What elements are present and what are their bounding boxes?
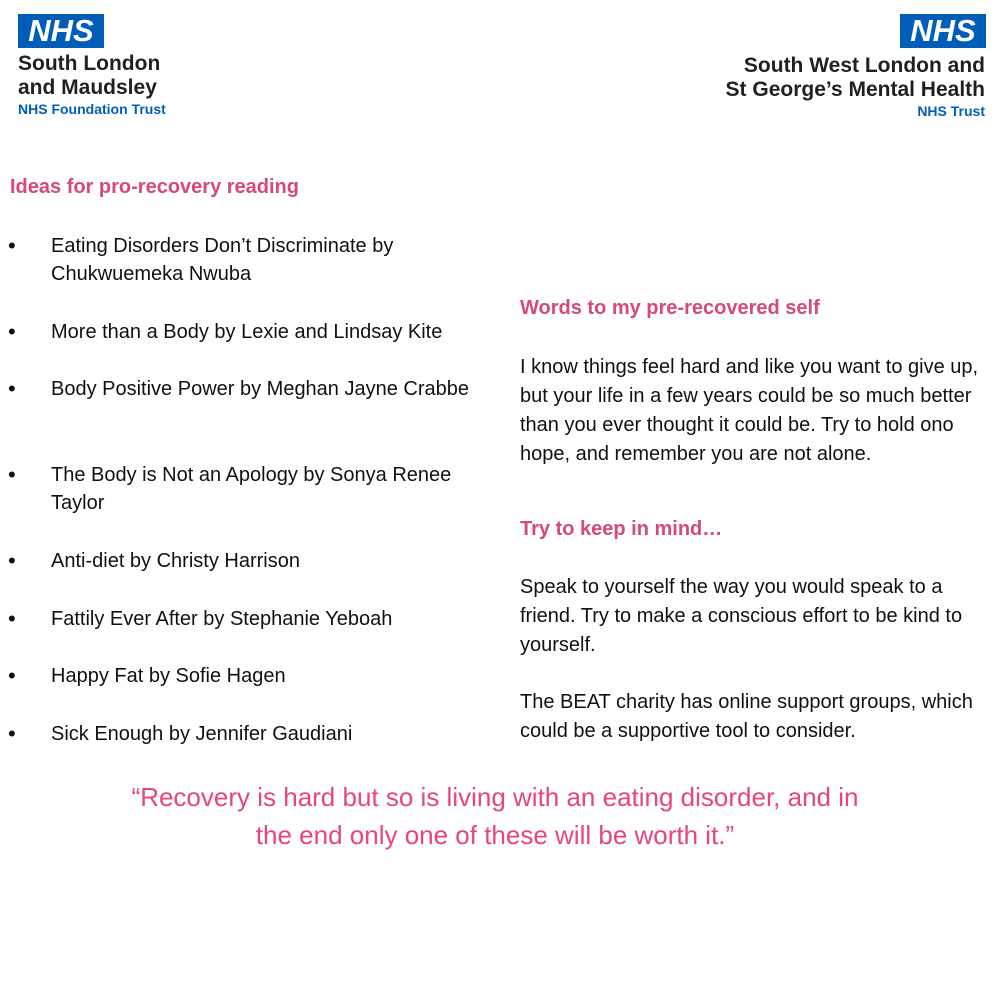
book-title: The Body is Not an Apology by Sonya Renee Taylor bbox=[51, 464, 452, 514]
quote-line-2: the end only one of these will be worth it.” bbox=[255, 820, 735, 850]
left-trust-name-line-3: NHS Foundation Trust bbox=[18, 101, 166, 117]
book-title: Sick Enough by Jennifer Gaudiani bbox=[51, 723, 353, 745]
keep-in-mind-paragraph-1: Speak to yourself the way you would speak to a friend. Try to make a conscious effort to be kind to yourself. bbox=[520, 576, 963, 656]
words-heading: Words to my pre-recovered self bbox=[520, 297, 820, 319]
bullet: • bbox=[8, 233, 16, 258]
reading-list-heading: Ideas for pro-recovery reading bbox=[10, 176, 299, 198]
bullet: • bbox=[8, 319, 16, 344]
book-title: Fattily Ever After by Stephanie Yeboah bbox=[51, 608, 393, 630]
nhs-logo-left-text: NHS bbox=[28, 13, 94, 48]
bullet: • bbox=[8, 663, 16, 688]
left-trust-name-line-2: and Maudsley bbox=[18, 76, 157, 99]
bullet: • bbox=[8, 462, 16, 487]
bullet: • bbox=[8, 606, 16, 631]
bullet: • bbox=[8, 376, 16, 401]
right-trust-name-line-3: NHS Trust bbox=[917, 103, 985, 119]
bullet: • bbox=[8, 548, 16, 573]
book-title: More than a Body by Lexie and Lindsay Kite bbox=[51, 321, 443, 343]
right-trust-name-line-1: South West London and bbox=[743, 54, 985, 77]
left-trust-name-line-1: South London bbox=[18, 52, 161, 75]
book-title: Eating Disorders Don’t Discriminate by Chukwuemeka Nwuba bbox=[51, 235, 394, 285]
book-title: Happy Fat by Sofie Hagen bbox=[51, 665, 286, 687]
nhs-logo-left bbox=[18, 14, 104, 48]
nhs-logo-right-text: NHS bbox=[910, 13, 976, 48]
closing-quote bbox=[0, 778, 990, 854]
book-title: Anti-diet by Christy Harrison bbox=[51, 550, 300, 572]
quote-line-1: “Recovery is hard but so is living with an eating disorder, and in bbox=[131, 782, 859, 812]
keep-in-mind-paragraph-2: The BEAT charity has online support groups, which could be a supportive tool to consider. bbox=[520, 691, 973, 742]
right-trust-name-line-2: St George’s Mental Health bbox=[725, 78, 985, 101]
bullet: • bbox=[8, 721, 16, 746]
words-body: I know things feel hard and like you want to give up, but your life in a few years could be so much better than you ever thought it could be. Try to hold ono hope, and remember you are not alone. bbox=[520, 356, 979, 465]
nhs-logo-right bbox=[900, 14, 986, 48]
keep-in-mind-heading: Try to keep in mind… bbox=[520, 518, 723, 540]
book-title: Body Positive Power by Meghan Jayne Crabbe bbox=[51, 378, 470, 400]
